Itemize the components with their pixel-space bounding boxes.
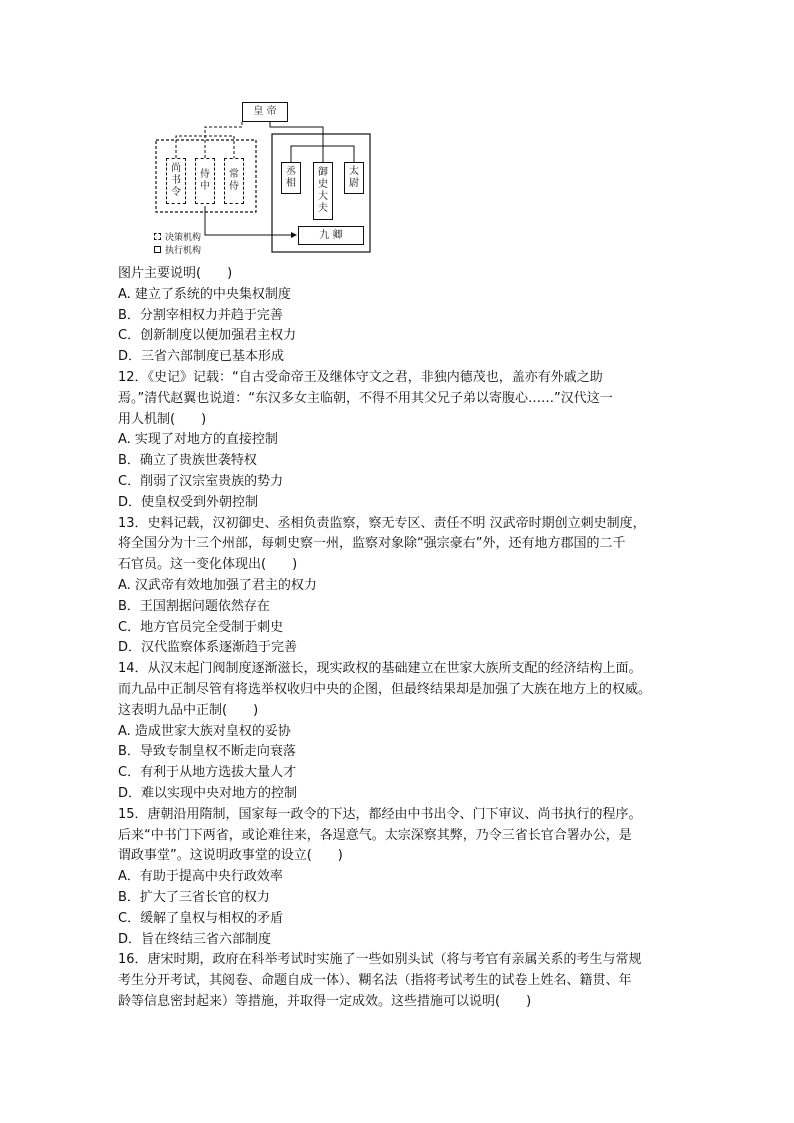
question-stem-line: 焉。”清代赵翼也说道：“东汉多女主临朝，不得不用其父兄子弟以寄腹心……”汉代这一 [118,390,613,406]
question-12 [118,368,678,514]
decision-to-ministers-arrow [205,206,296,235]
question-stem-line: 这表明九品中正制( ) [118,702,259,718]
option-d: D．旨在终结三省六部制度 [118,931,272,947]
emperor-to-execution-line [270,122,323,162]
execution-box-chengxiang [281,162,301,194]
option-d: D．难以实现中央对地方的控制 [118,785,298,801]
question-stem: 图片主要说明( ) [118,266,233,281]
option-d: D．三省六部制度已基本形成 [118,349,285,365]
execution-box-taiwei [344,162,364,194]
question-stem-line: 谓政事堂”。这说明政事堂的设立( ) [118,848,343,864]
option-b: B．导致专制皇权不断走向衰落 [118,744,296,760]
option-b: B．扩大了三省长官的权力 [118,889,270,905]
option-c: C．有利于从地方选拔大量人才 [118,765,297,781]
option-d: D．汉代监察体系逐渐趋于完善 [118,640,298,656]
question-stem-line: 用人机制( ) [118,411,207,427]
ministers-box [298,226,364,245]
decision-label: 侍中 [200,169,210,192]
emperor-box [242,102,288,122]
option-d: D．使皇权受到外朝控制 [118,494,259,510]
option-b: B．王国割据问题依然存在 [118,598,270,614]
decision-label: 尚书令 [171,163,181,198]
question-stem-line: 16．唐宋时期，政府在科举考试时实施了一些如别头试（将与考官有亲属关系的考生与常规 [118,952,642,968]
execution-label: 御史大夫 [318,167,328,214]
question-11 [118,264,678,368]
execution-label: 太尉 [349,166,359,189]
legend-decision [154,230,201,243]
question-stem-line: 石官员。这一变化体现出( ) [118,557,298,573]
option-a: A．有助于提高中央行政效率 [118,869,283,885]
option-c: C．创新制度以便加强君主权力 [118,328,297,344]
option-c: C．削弱了汉宗室贵族的势力 [118,473,284,489]
question-16 [118,950,678,1012]
emperor-label: 皇 帝 [253,106,277,117]
option-a: A. 实现了对地方的直接控制 [118,432,278,448]
option-b: B．确立了贵族世袭特权 [118,453,257,469]
option-a: A. 造成世家大族对皇权的妥协 [118,723,291,739]
decision-label: 常侍 [229,169,239,192]
question-list [118,264,678,1013]
question-stem-line: 考生分开考试，其阅卷、命题自成一体）、糊名法（指将考试考生的试卷上姓名、籍贯、年 [118,973,632,989]
legend-solid-swatch [154,246,161,253]
question-stem-line: 将全国分为十三个州部，每刺史察一州，监察对象除“强宗豪右”外，还有地方郡国的二千 [118,536,626,552]
question-stem-line: 14．从汉末起门阀制度逐渐滋长，现实政权的基础建立在世家大族所支配的经济结构上面。 [118,661,642,677]
question-stem-line: 后来“中书门下两省，或论难往来，各逞意气。太宗深察其弊，乃令三省长官合署办公，是 [118,827,632,843]
option-b: B．分割宰相权力并趋于完善 [118,307,283,323]
question-stem-line: 龄等信息密封起来）等措施，并取得一定成效。这些措施可以说明( ) [118,993,532,1009]
execution-label: 丞相 [286,166,296,189]
option-a: A. 汉武帝有效地加强了君主的权力 [118,577,317,593]
legend-execution-label: 执行机构 [165,246,202,256]
option-c: C．缓解了皇权与相权的矛盾 [118,910,284,926]
decision-box-shizhong [195,158,215,204]
government-structure-diagram [148,96,378,258]
legend-dashed-swatch [154,233,161,240]
legend-execution [154,243,201,256]
execution-box-yushidafu [313,162,333,220]
question-15 [118,805,678,951]
option-a: A. 建立了系统的中央集权制度 [118,286,291,302]
question-stem-line: 而九品中正制尽管有将选举权收归中央的企图，但最终结果却是加强了大族在地方上的权威。 [118,681,652,697]
question-stem-line: 13．史料记载，汉初御史、丞相负责监察，察无专区、责任不明 汉武帝时期创立刺史制度， [118,515,646,531]
decision-box-shangshuling [166,158,186,204]
question-stem-line: 12．《史记》记载：“自古受命帝王及继体守文之君，非独内德茂也，盖亦有外戚之助 [118,369,603,385]
decision-box-changshi [224,158,244,204]
question-14 [118,659,678,805]
option-c: C．地方官员完全受制于刺史 [118,619,284,635]
legend-decision-label: 决策机构 [165,233,202,243]
question-13 [118,514,678,660]
question-stem-line: 15．唐朝沿用隋制，国家每一政令的下达，都经由中书出令、门下审议、尚书执行的程序。 [118,806,642,822]
ministers-label: 九 卿 [319,229,343,241]
